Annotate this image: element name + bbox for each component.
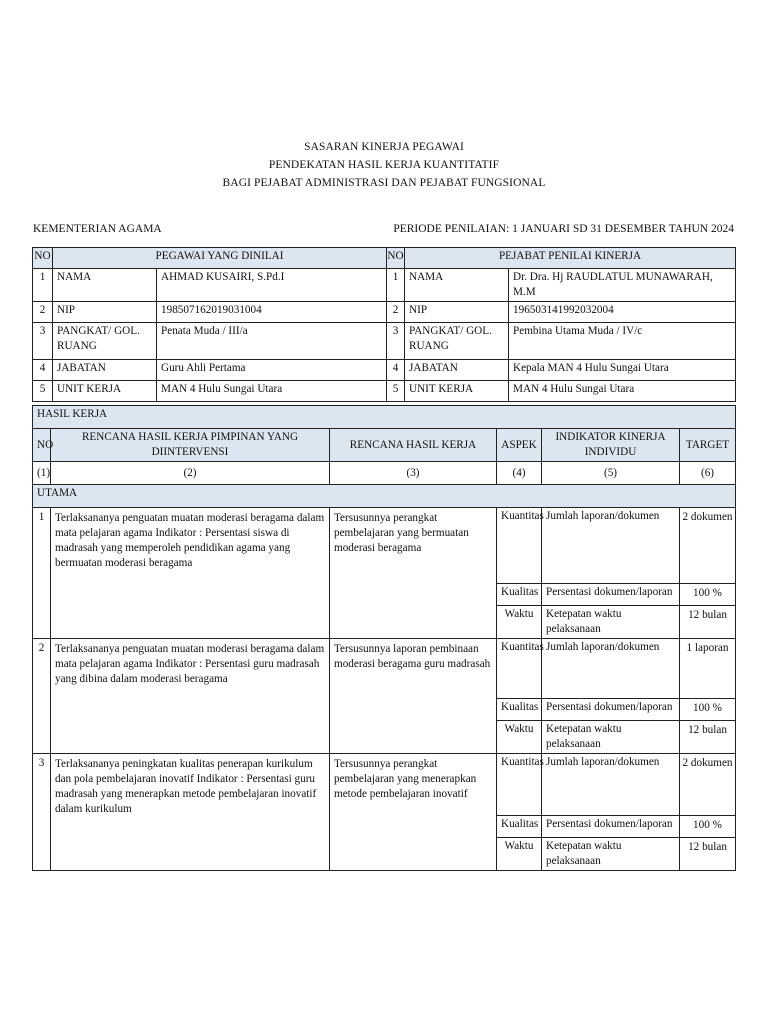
evaluator-position: Kepala MAN 4 Hulu Sungai Utara [509, 360, 736, 381]
column-number: (6) [680, 462, 736, 485]
item-target: 2 dokumen [680, 754, 736, 816]
identity-row [33, 323, 736, 360]
item-pimpinan-plan: Terlaksananya peningkatan kualitas penerapan kurikulum dan pola pembelajaran inovatif Indikator : Persentasi guru madrasah yang menerapkan metode pembelajaran inovatif dalam kurikulum [51, 754, 330, 871]
item-target: 2 dokumen [680, 508, 736, 584]
row-number: 4 [387, 360, 405, 381]
field-label: NAMA [53, 269, 157, 302]
item-indicator: Ketepatan waktu pelaksanaan [542, 606, 680, 639]
identity-row [33, 381, 736, 402]
item-indicator: Jumlah laporan/dokumen [542, 754, 680, 816]
item-number: 3 [33, 754, 51, 871]
item-target: 1 laporan [680, 639, 736, 699]
item-aspect: Waktu [497, 606, 542, 639]
field-label: NIP [53, 302, 157, 323]
item-target: 12 bulan [680, 838, 736, 871]
field-label: NIP [405, 302, 509, 323]
item-pimpinan-plan: Terlaksananya penguatan muatan moderasi beragama dalam mata pelajaran agama Indikator : Persentasi guru madrasah yang dibina dalam moderasi beragama [51, 639, 330, 754]
col-header-rencana: RENCANA HASIL KERJA [330, 429, 497, 462]
title-line-2: PENDEKATAN HASIL KERJA KUANTITATIF [268, 159, 500, 171]
table-row [33, 754, 736, 816]
col-header-target: TARGET [680, 429, 736, 462]
item-indicator: Persentasi dokumen/laporan [542, 699, 680, 721]
col-header-indikator: INDIKATOR KINERJA INDIVIDU [542, 429, 680, 462]
col-header-rencana-pimpinan: RENCANA HASIL KERJA PIMPINAN YANG DIINTERVENSI [51, 429, 330, 462]
employee-rank: Penata Muda / III/a [157, 323, 387, 360]
item-aspect: Kuantitas [497, 508, 542, 584]
row-number: 3 [387, 323, 405, 360]
field-label: JABATAN [405, 360, 509, 381]
document-title-block [0, 138, 768, 192]
employee-name: AHMAD KUSAIRI, S.Pd.I [157, 269, 387, 302]
item-work-plan: Tersusunnya perangkat pembelajaran yang bermuatan moderasi beragama [330, 508, 497, 639]
table-row [33, 508, 736, 584]
identity-row [33, 360, 736, 381]
identity-no-header: NO [387, 248, 405, 269]
item-indicator: Ketepatan waktu pelaksanaan [542, 838, 680, 871]
employee-unit: MAN 4 Hulu Sungai Utara [157, 381, 387, 402]
item-indicator: Jumlah laporan/dokumen [542, 639, 680, 699]
field-label: UNIT KERJA [53, 381, 157, 402]
organization-label: KEMENTERIAN AGAMA [33, 223, 162, 235]
column-number-row [33, 462, 736, 485]
item-indicator: Ketepatan waktu pelaksanaan [542, 721, 680, 754]
item-target: 100 % [680, 699, 736, 721]
identity-table [32, 247, 736, 402]
item-work-plan: Tersusunnya laporan pembinaan moderasi beragama guru madrasah [330, 639, 497, 754]
row-number: 1 [33, 269, 53, 302]
item-number: 2 [33, 639, 51, 754]
group-label: UTAMA [33, 485, 736, 508]
item-target: 100 % [680, 584, 736, 606]
identity-row [33, 269, 736, 302]
field-label: PANGKAT/ GOL. RUANG [405, 323, 509, 360]
column-number: (5) [542, 462, 680, 485]
field-label: PANGKAT/ GOL. RUANG [53, 323, 157, 360]
table-row [33, 639, 736, 699]
item-aspect: Kuantitas [497, 754, 542, 816]
item-number: 1 [33, 508, 51, 639]
column-number: (3) [330, 462, 497, 485]
identity-header-row [33, 248, 736, 269]
field-label: NAMA [405, 269, 509, 302]
item-aspect: Waktu [497, 721, 542, 754]
row-number: 2 [387, 302, 405, 323]
title-line-1: SASARAN KINERJA PEGAWAI [304, 141, 464, 153]
item-aspect: Kualitas [497, 584, 542, 606]
evaluator-nip: 196503141992032004 [509, 302, 736, 323]
item-aspect: Kuantitas [497, 639, 542, 699]
evaluated-employee-header: PEGAWAI YANG DINILAI [53, 248, 387, 269]
item-aspect: Kualitas [497, 699, 542, 721]
item-target: 12 bulan [680, 721, 736, 754]
identity-no-header: NO [33, 248, 53, 269]
field-label: UNIT KERJA [405, 381, 509, 402]
section-band-row [33, 406, 736, 429]
item-aspect: Waktu [497, 838, 542, 871]
row-number: 1 [387, 269, 405, 302]
evaluator-unit: MAN 4 Hulu Sungai Utara [509, 381, 736, 402]
item-target: 100 % [680, 816, 736, 838]
item-indicator: Persentasi dokumen/laporan [542, 584, 680, 606]
row-number: 5 [33, 381, 53, 402]
item-target: 12 bulan [680, 606, 736, 639]
column-number: (1) [33, 462, 51, 485]
col-header-no: NO [33, 429, 51, 462]
row-number: 3 [33, 323, 53, 360]
work-results-table [32, 405, 736, 871]
work-results-header-row [33, 429, 736, 462]
period-label: PERIODE PENILAIAN: 1 JANUARI SD 31 DESEMBER TAHUN 2024 [393, 223, 734, 235]
item-aspect: Kualitas [497, 816, 542, 838]
group-band-row [33, 485, 736, 508]
item-indicator: Jumlah laporan/dokumen [542, 508, 680, 584]
row-number: 5 [387, 381, 405, 402]
evaluator-rank: Pembina Utama Muda / IV/c [509, 323, 736, 360]
item-work-plan: Tersusunnya perangkat pembelajaran yang menerapkan metode pembelajaran inovatif [330, 754, 497, 871]
evaluator-header: PEJABAT PENILAI KINERJA [405, 248, 736, 269]
evaluator-name: Dr. Dra. Hj RAUDLATUL MUNAWARAH, M.M [509, 269, 736, 302]
employee-position: Guru Ahli Pertama [157, 360, 387, 381]
section-title: HASIL KERJA [33, 406, 736, 429]
title-line-3: BAGI PEJABAT ADMINISTRASI DAN PEJABAT FUNGSIONAL [222, 177, 546, 189]
employee-nip: 198507162019031004 [157, 302, 387, 323]
field-label: JABATAN [53, 360, 157, 381]
item-indicator: Persentasi dokumen/laporan [542, 816, 680, 838]
col-header-aspek: ASPEK [497, 429, 542, 462]
identity-row [33, 302, 736, 323]
item-pimpinan-plan: Terlaksananya penguatan muatan moderasi beragama dalam mata pelajaran agama Indikator : Persentasi siswa di madrasah yang memperoleh pendidikan agama yang bermuatan moderasi beragama [51, 508, 330, 639]
row-number: 2 [33, 302, 53, 323]
column-number: (4) [497, 462, 542, 485]
row-number: 4 [33, 360, 53, 381]
column-number: (2) [51, 462, 330, 485]
